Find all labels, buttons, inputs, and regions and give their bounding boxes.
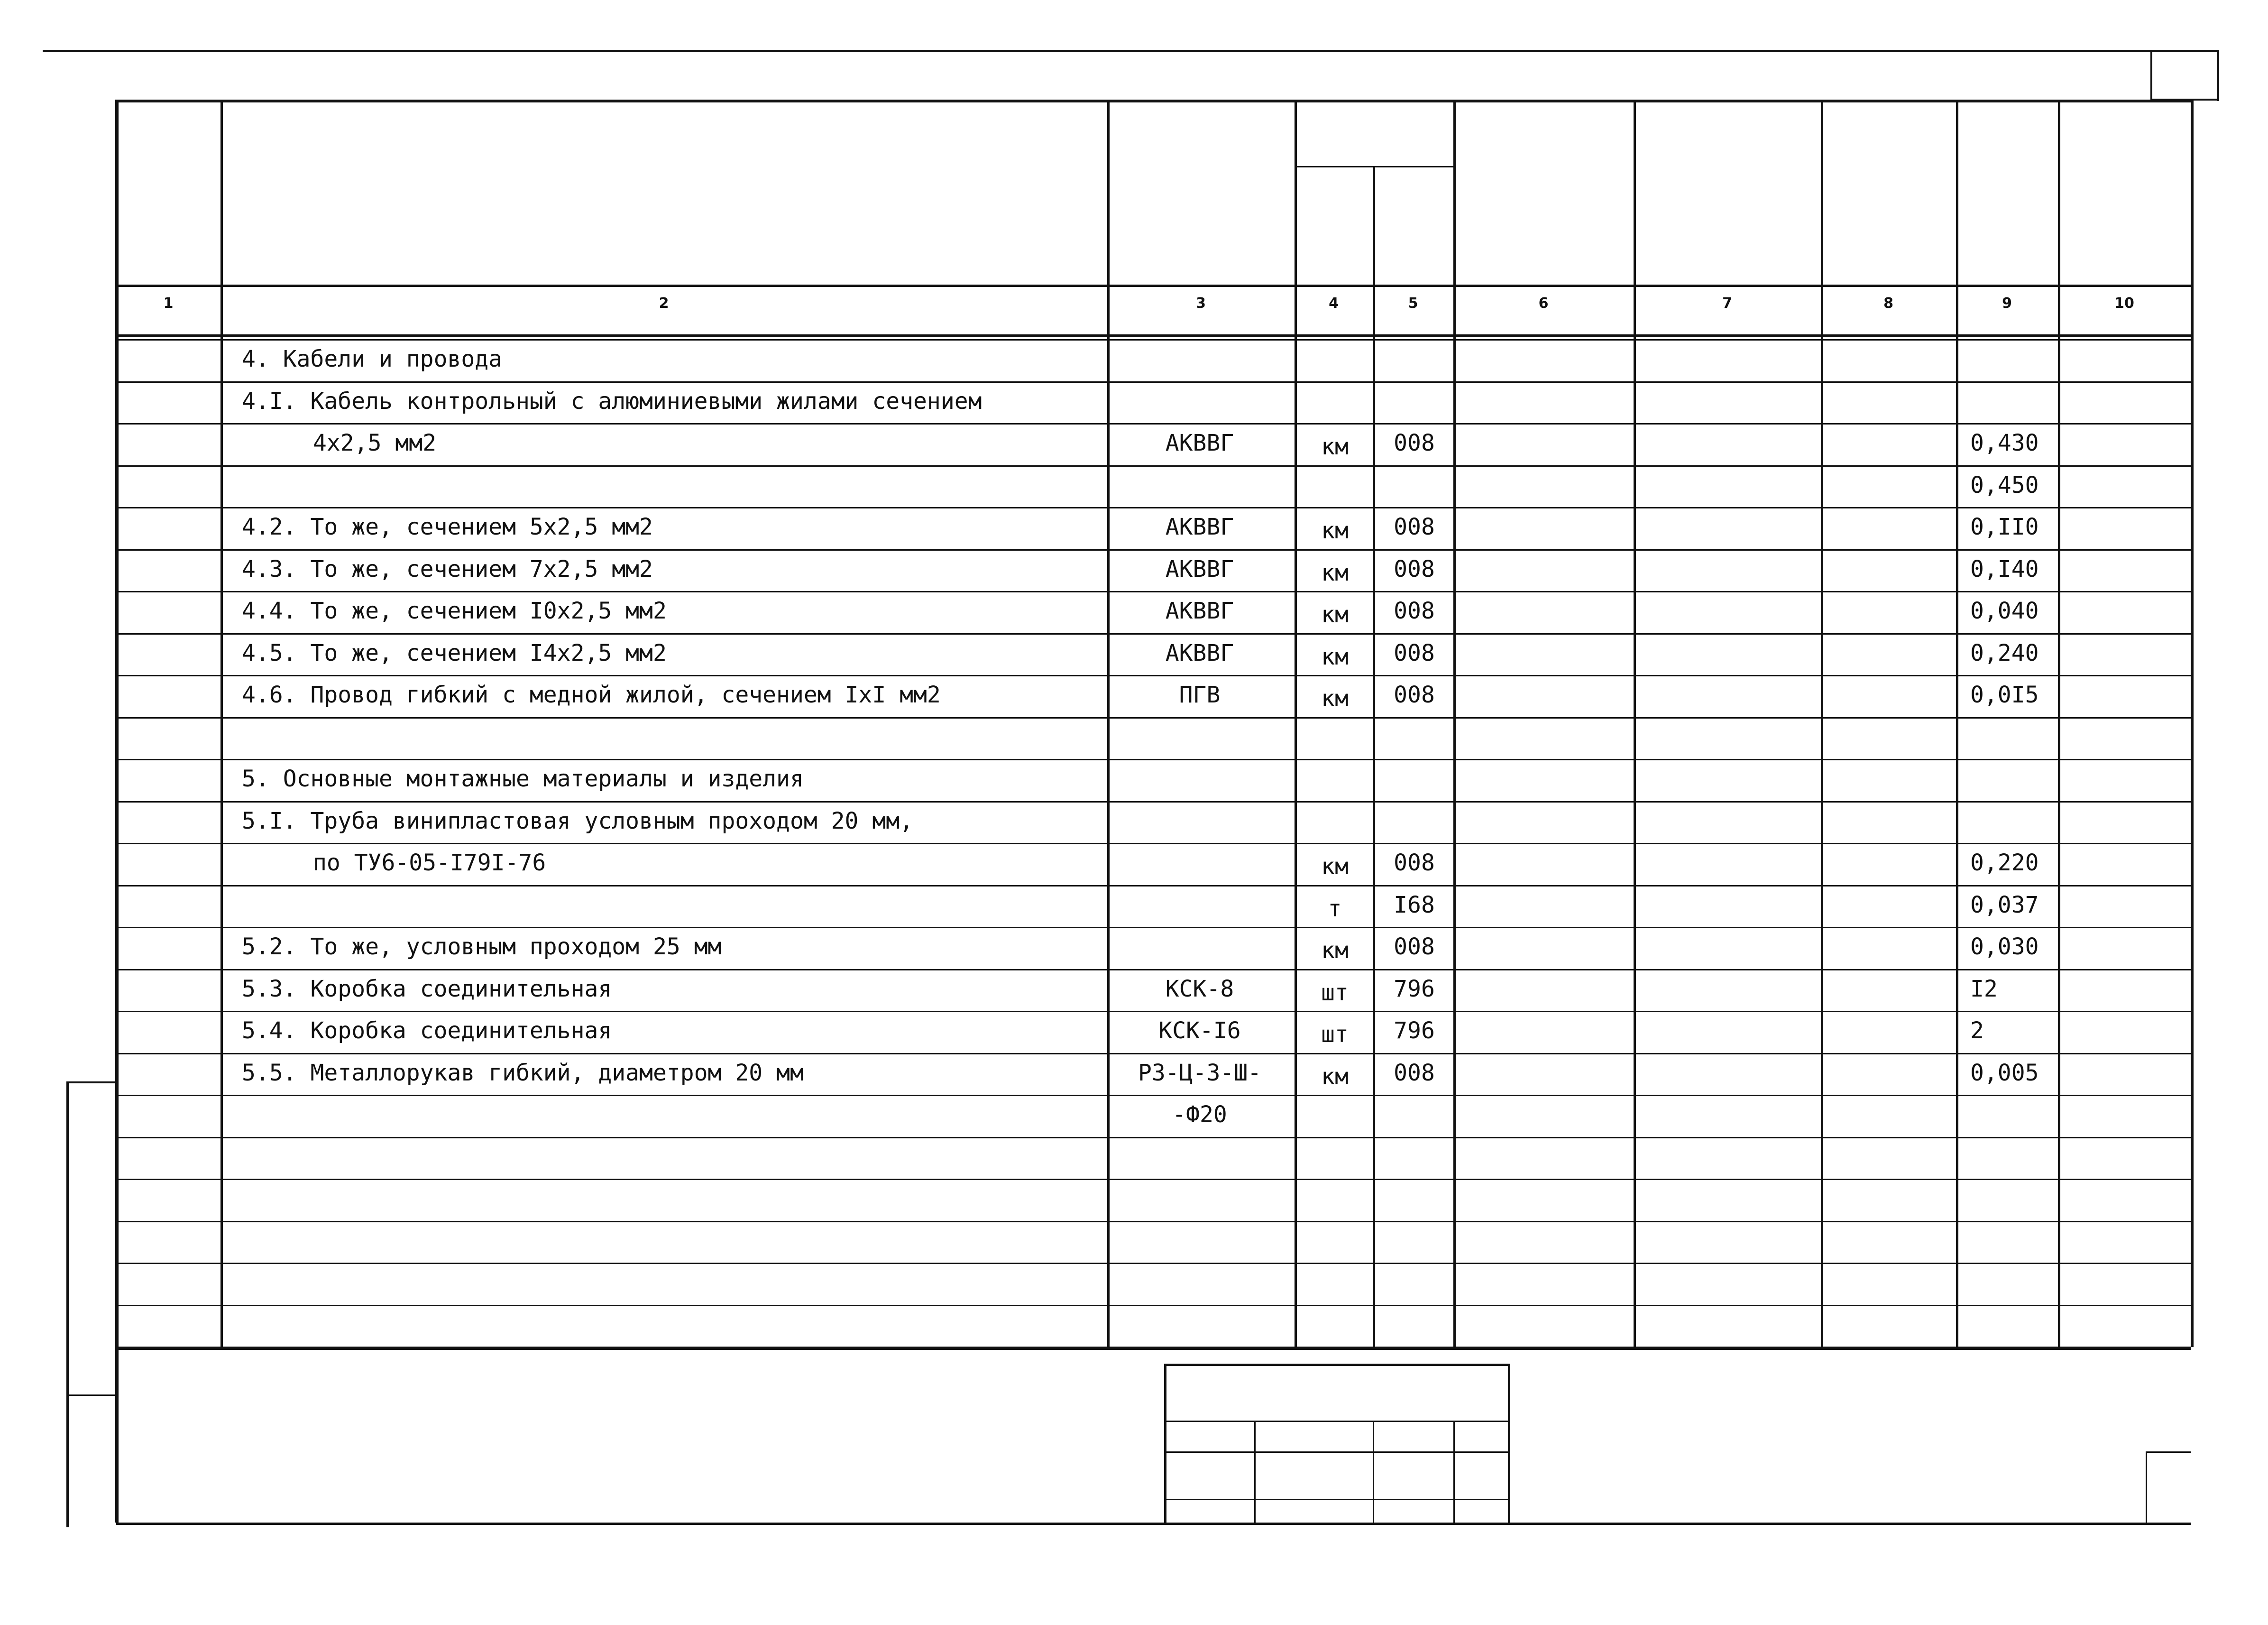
row-quantity: I2 [1970, 976, 1998, 1002]
row-type: Р3-Ц-3-Ш- [1138, 1060, 1262, 1086]
row-name: 5.3. Коробка соединительная [242, 976, 612, 1002]
column-line-10 [2058, 100, 2060, 1347]
row-line [116, 549, 2191, 551]
column-line-2 [220, 100, 223, 1347]
row-name: 4.6. Провод гибкий с медной жилой, сечением IxI мм2 [242, 682, 941, 708]
row-type: АКВВГ [1165, 556, 1234, 582]
row-type: АКВВГ [1165, 430, 1234, 456]
row-unit-code: 008 [1394, 556, 1435, 582]
row-quantity: 0,450 [1970, 472, 2039, 499]
row-quantity: 0,I40 [1970, 556, 2039, 582]
row-unit-code: 008 [1394, 514, 1435, 540]
row-unit: км [1321, 434, 1349, 460]
row-unit-code: I68 [1394, 892, 1435, 918]
table-right-border [2191, 100, 2194, 1347]
column-number-3: 3 [1196, 295, 1206, 312]
row-line [116, 801, 2191, 803]
sheet-cell-left [2146, 1451, 2147, 1523]
margin-strip-mid [66, 1394, 116, 1396]
column-line-5 [1373, 166, 1375, 1347]
margin-strip-left [66, 1081, 69, 1527]
row-name: 5.2. То же, условным проходом 25 мм [242, 933, 722, 960]
row-unit-code: 796 [1394, 976, 1435, 1002]
table-bottom-rule [116, 1347, 2191, 1350]
row-quantity: 0,240 [1970, 640, 2039, 666]
column-line-6 [1453, 100, 1456, 1347]
row-unit-code: 008 [1394, 933, 1435, 960]
row-line [116, 1137, 2191, 1138]
table-left-border [115, 100, 119, 1523]
row-line [116, 381, 2191, 383]
row-type: ПГВ [1179, 682, 1221, 708]
row-line [116, 423, 2191, 425]
row-quantity: 0,II0 [1970, 514, 2039, 540]
row-unit-code: 008 [1394, 849, 1435, 876]
column-line-8 [1821, 100, 1823, 1347]
sheet-box-left [2150, 50, 2152, 101]
row-quantity: 0,030 [1970, 933, 2039, 960]
row-quantity: 2 [1970, 1017, 1984, 1044]
row-line [116, 1305, 2191, 1306]
row-line [116, 969, 2191, 970]
row-unit-code: 796 [1394, 1017, 1435, 1044]
margin-strip-top [66, 1081, 116, 1083]
stamp-top [1164, 1364, 1508, 1366]
row-name: 5. Основные монтажные материалы и изделия [242, 766, 804, 792]
row-line [116, 1263, 2191, 1264]
column-line-3 [1107, 100, 1110, 1347]
row-line [116, 591, 2191, 592]
row-quantity: 0,037 [1970, 892, 2039, 918]
column-number-5: 5 [1408, 295, 1418, 312]
row-quantity: 0,0I5 [1970, 682, 2039, 708]
row-type: АКВВГ [1165, 598, 1234, 624]
row-name: 4.5. То же, сечением I4x2,5 мм2 [242, 640, 667, 666]
row-unit-code: 008 [1394, 1060, 1435, 1086]
column-number-8: 8 [1883, 295, 1893, 312]
stamp-col-2 [1373, 1421, 1374, 1525]
column-number-1: 1 [163, 295, 174, 312]
row-quantity: 0,005 [1970, 1060, 2039, 1086]
row-type: АКВВГ [1165, 514, 1234, 540]
row-unit: км [1321, 601, 1349, 628]
row-unit: км [1321, 517, 1349, 544]
row-line [116, 675, 2191, 676]
row-unit: т [1328, 896, 1342, 922]
stamp-col-1 [1254, 1421, 1256, 1525]
row-quantity: 0,430 [1970, 430, 2039, 456]
row-unit-code: 008 [1394, 598, 1435, 624]
colnum-bottom-rule [116, 334, 2191, 337]
row-quantity: 0,040 [1970, 598, 2039, 624]
column-line-9 [1956, 100, 1958, 1347]
row-line [116, 339, 2191, 341]
row-name: 4x2,5 мм2 [313, 430, 437, 456]
row-line [116, 633, 2191, 635]
row-type: АКВВГ [1165, 640, 1234, 666]
column-number-10: 10 [2114, 295, 2134, 312]
sheet-box-right [2217, 50, 2219, 101]
row-unit: км [1321, 937, 1349, 964]
row-name: 4.4. То же, сечением I0x2,5 мм2 [242, 598, 667, 624]
row-line [116, 759, 2191, 760]
row-unit: шт [1321, 979, 1349, 1006]
row-unit: км [1321, 853, 1349, 880]
row-quantity: 0,220 [1970, 849, 2039, 876]
row-name: 5.4. Коробка соединительная [242, 1017, 612, 1044]
row-unit: км [1321, 1063, 1349, 1090]
row-line [116, 1011, 2191, 1012]
column-number-9: 9 [2002, 295, 2012, 312]
row-name: 4.I. Кабель контрольный с алюминиевыми жилами сечением [242, 388, 982, 415]
stamp-col-3 [1453, 1421, 1455, 1525]
row-line [116, 507, 2191, 508]
row-unit: км [1321, 560, 1349, 586]
row-name: 4. Кабели и провода [242, 346, 503, 372]
column-number-7: 7 [1722, 295, 1732, 312]
row-name: 5.I. Труба винипластовая условным проходом 20 мм, [242, 808, 914, 834]
stamp-row-3 [1164, 1499, 1508, 1500]
row-name: по ТУ6-05-I79I-76 [313, 849, 546, 876]
stamp-left [1164, 1364, 1166, 1525]
top-rule [43, 50, 2219, 52]
column-line-7 [1634, 100, 1636, 1347]
row-line [116, 885, 2191, 886]
row-line [116, 1053, 2191, 1054]
row-unit: км [1321, 685, 1349, 712]
row-name: 4.2. То же, сечением 5x2,5 мм2 [242, 514, 653, 540]
column-number-4: 4 [1329, 295, 1339, 312]
row-unit-code: 008 [1394, 430, 1435, 456]
row-line [116, 717, 2191, 719]
row-unit-code: 008 [1394, 640, 1435, 666]
table-top-border [116, 100, 2191, 102]
row-line [116, 1095, 2191, 1096]
stamp-row-1 [1164, 1421, 1508, 1422]
page-bottom-border [116, 1523, 2191, 1525]
column-line-4 [1295, 100, 1297, 1347]
row-unit: шт [1321, 1021, 1349, 1048]
row-unit: км [1321, 644, 1349, 670]
stamp-right [1508, 1364, 1510, 1525]
row-line [116, 465, 2191, 467]
stamp-row-2 [1164, 1451, 1508, 1453]
row-line [116, 1221, 2191, 1222]
sheet-cell-top [2146, 1451, 2191, 1453]
row-name: 5.5. Металлорукав гибкий, диаметром 20 мм [242, 1060, 804, 1086]
header-bottom-rule [116, 285, 2191, 287]
row-line [116, 927, 2191, 928]
column-number-2: 2 [659, 295, 669, 312]
row-unit-code: 008 [1394, 682, 1435, 708]
row-line [116, 843, 2191, 844]
row-name: 4.3. То же, сечением 7x2,5 мм2 [242, 556, 653, 582]
row-line [116, 1179, 2191, 1180]
row-type: КСК-8 [1165, 976, 1234, 1002]
row-type: КСК-I6 [1158, 1017, 1241, 1044]
row-type: -Ф20 [1172, 1101, 1227, 1128]
column-number-6: 6 [1538, 295, 1549, 312]
